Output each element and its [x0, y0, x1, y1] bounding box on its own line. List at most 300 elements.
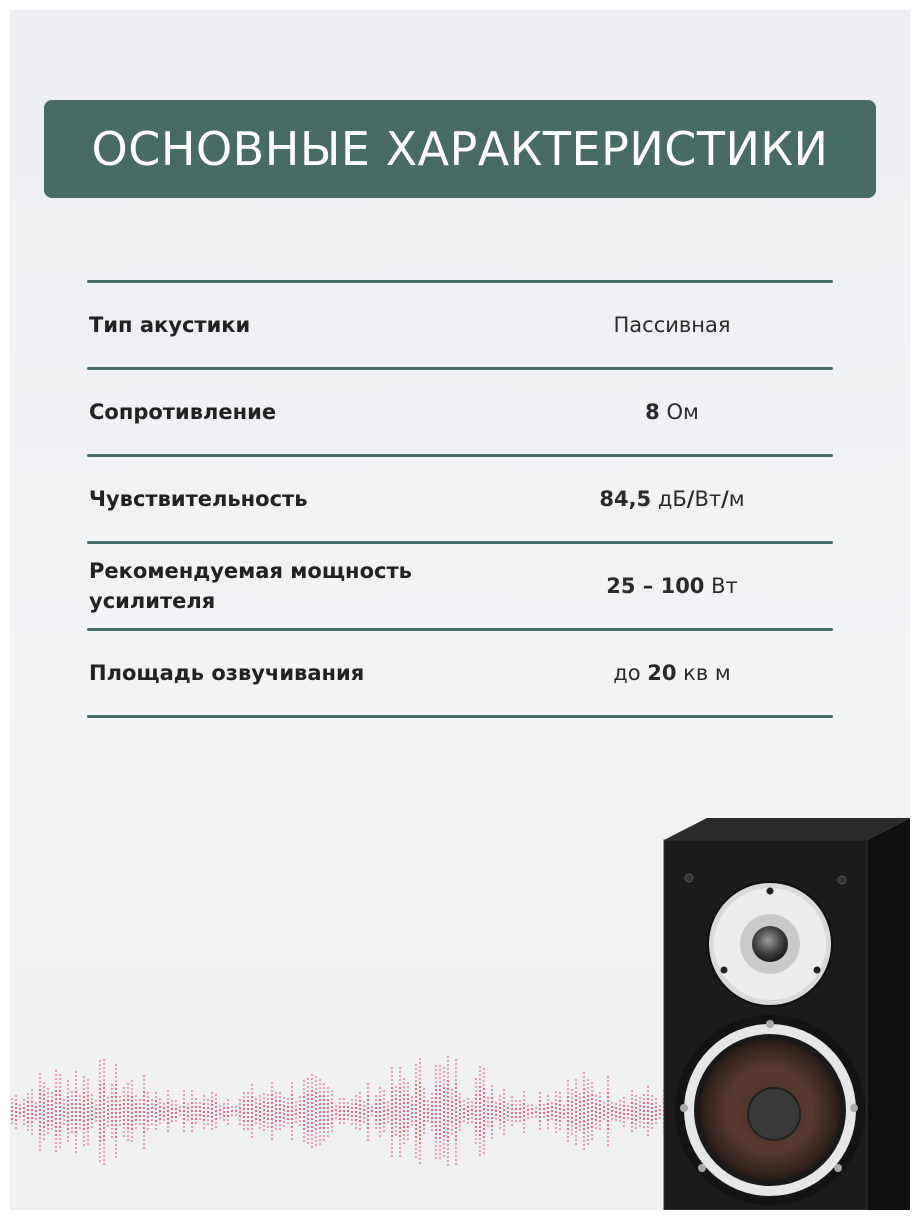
wave-dot: [543, 1116, 545, 1118]
wave-dot: [271, 1130, 273, 1132]
wave-dot: [67, 1080, 69, 1082]
wave-dot: [271, 1090, 273, 1092]
wave-dot: [399, 1111, 401, 1113]
wave-dot: [155, 1128, 157, 1130]
wave-dot: [175, 1108, 177, 1110]
wave-dot: [343, 1106, 345, 1108]
wave-dot: [583, 1100, 585, 1102]
wave-dot: [379, 1111, 381, 1113]
wave-dot: [395, 1090, 397, 1092]
wave-dot: [67, 1100, 69, 1102]
wave-dot: [315, 1092, 317, 1094]
wave-dot: [619, 1112, 621, 1114]
wave-dot: [87, 1143, 89, 1145]
wave-dot: [459, 1113, 461, 1115]
wave-dot: [599, 1092, 601, 1094]
wave-dot: [579, 1113, 581, 1115]
wave-dot: [443, 1119, 445, 1121]
wave-dot: [83, 1084, 85, 1086]
wave-dot: [475, 1114, 477, 1116]
wave-dot: [479, 1142, 481, 1144]
wave-dot: [87, 1083, 89, 1085]
wave-dot: [419, 1058, 421, 1060]
wave-dot: [203, 1111, 205, 1113]
wave-dot: [459, 1101, 461, 1103]
wave-dot: [55, 1070, 57, 1072]
wave-dot: [335, 1105, 337, 1107]
wave-dot: [291, 1134, 293, 1136]
wave-dot: [51, 1092, 53, 1094]
wave-dot: [103, 1151, 105, 1153]
wave-dot: [43, 1086, 45, 1088]
wave-dot: [419, 1158, 421, 1160]
wave-dot: [119, 1100, 121, 1102]
wave-dot: [359, 1108, 361, 1110]
wave-dot: [291, 1138, 293, 1140]
wave-dot: [259, 1103, 261, 1105]
wave-dot: [391, 1155, 393, 1157]
wave-dot: [127, 1139, 129, 1141]
wave-dot: [499, 1103, 501, 1105]
wave-dot: [443, 1071, 445, 1073]
wave-dot: [419, 1078, 421, 1080]
wave-dot: [283, 1105, 285, 1107]
wave-dot: [447, 1152, 449, 1154]
wave-dot: [267, 1110, 269, 1112]
wave-dot: [99, 1064, 101, 1066]
wave-dot: [599, 1096, 601, 1098]
wave-dot: [115, 1120, 117, 1122]
wave-dot: [127, 1111, 129, 1113]
wave-dot: [427, 1104, 429, 1106]
wave-dot: [511, 1108, 513, 1110]
wave-dot: [379, 1119, 381, 1121]
wave-dot: [403, 1106, 405, 1108]
wave-dot: [315, 1120, 317, 1122]
wave-dot: [343, 1110, 345, 1112]
wave-dot: [415, 1104, 417, 1106]
wave-dot: [483, 1084, 485, 1086]
wave-dot: [111, 1084, 113, 1086]
wave-dot: [631, 1114, 633, 1116]
wave-dot: [87, 1135, 89, 1137]
wave-dot: [247, 1112, 249, 1114]
wave-dot: [347, 1102, 349, 1104]
wave-dot: [303, 1136, 305, 1138]
wave-dot: [255, 1122, 257, 1124]
wave-dot: [479, 1138, 481, 1140]
wave-dot: [615, 1107, 617, 1109]
wave-dot: [23, 1115, 25, 1117]
wave-dot: [355, 1111, 357, 1113]
wave-dot: [635, 1111, 637, 1113]
wave-dot: [479, 1102, 481, 1104]
wave-dot: [251, 1128, 253, 1130]
wave-dot: [315, 1132, 317, 1134]
wave-dot: [159, 1110, 161, 1112]
wave-dot: [643, 1102, 645, 1104]
wave-dot: [419, 1134, 421, 1136]
wave-dot: [47, 1096, 49, 1098]
wave-dot: [443, 1067, 445, 1069]
wave-dot: [503, 1109, 505, 1111]
wave-dot: [323, 1095, 325, 1097]
wave-dot: [475, 1094, 477, 1096]
wave-dot: [215, 1110, 217, 1112]
wave-dot: [71, 1131, 73, 1133]
wave-dot: [143, 1135, 145, 1137]
wave-dot: [319, 1131, 321, 1133]
wave-dot: [415, 1116, 417, 1118]
wave-dot: [151, 1115, 153, 1117]
wave-dot: [143, 1099, 145, 1101]
wave-dot: [591, 1114, 593, 1116]
wave-dot: [423, 1120, 425, 1122]
wave-dot: [119, 1116, 121, 1118]
wave-dot: [483, 1108, 485, 1110]
wave-dot: [503, 1125, 505, 1127]
wave-dot: [567, 1088, 569, 1090]
wave-dot: [315, 1144, 317, 1146]
wave-dot: [463, 1120, 465, 1122]
wave-dot: [215, 1122, 217, 1124]
wave-dot: [515, 1112, 517, 1114]
wave-dot: [99, 1140, 101, 1142]
wave-dot: [455, 1091, 457, 1093]
wave-dot: [59, 1078, 61, 1080]
wave-dot: [523, 1123, 525, 1125]
wave-dot: [287, 1114, 289, 1116]
wave-dot: [195, 1118, 197, 1120]
value-part: до: [613, 661, 648, 685]
wave-dot: [607, 1092, 609, 1094]
wave-dot: [575, 1135, 577, 1137]
wave-dot: [115, 1072, 117, 1074]
wave-dot: [395, 1102, 397, 1104]
wave-dot: [143, 1103, 145, 1105]
wave-dot: [495, 1118, 497, 1120]
wave-dot: [39, 1121, 41, 1123]
wave-dot: [539, 1096, 541, 1098]
wave-dot: [351, 1111, 353, 1113]
wave-dot: [39, 1089, 41, 1091]
wave-dot: [395, 1122, 397, 1124]
wave-dot: [443, 1131, 445, 1133]
wave-dot: [459, 1097, 461, 1099]
wave-dot: [443, 1103, 445, 1105]
wave-dot: [423, 1112, 425, 1114]
wave-dot: [55, 1114, 57, 1116]
wave-dot: [143, 1119, 145, 1121]
wave-dot: [295, 1113, 297, 1115]
sound-wave-graphic: [10, 1040, 670, 1190]
wave-dot: [135, 1127, 137, 1129]
wave-dot: [23, 1099, 25, 1101]
wave-dot: [99, 1136, 101, 1138]
wave-dot: [447, 1080, 449, 1082]
wave-dot: [443, 1107, 445, 1109]
wave-dot: [39, 1133, 41, 1135]
wave-dot: [215, 1098, 217, 1100]
wave-dot: [75, 1103, 77, 1105]
wave-dot: [439, 1137, 441, 1139]
wave-dot: [367, 1123, 369, 1125]
wave-dot: [483, 1116, 485, 1118]
wave-dot: [583, 1092, 585, 1094]
wave-dot: [43, 1118, 45, 1120]
wave-dot: [147, 1104, 149, 1106]
wave-dot: [363, 1101, 365, 1103]
wave-dot: [479, 1122, 481, 1124]
wave-dot: [579, 1109, 581, 1111]
wave-dot: [491, 1125, 493, 1127]
wave-dot: [267, 1118, 269, 1120]
wave-dot: [439, 1093, 441, 1095]
wave-dot: [291, 1110, 293, 1112]
wave-dot: [467, 1114, 469, 1116]
wave-dot: [335, 1109, 337, 1111]
wave-dot: [311, 1090, 313, 1092]
wave-dot: [483, 1112, 485, 1114]
wave-dot: [403, 1130, 405, 1132]
wave-dot: [291, 1082, 293, 1084]
wave-dot: [315, 1140, 317, 1142]
wave-dot: [103, 1107, 105, 1109]
wave-dot: [399, 1151, 401, 1153]
wave-dot: [403, 1090, 405, 1092]
wave-dot: [159, 1122, 161, 1124]
wave-dot: [43, 1102, 45, 1104]
wave-dot: [379, 1107, 381, 1109]
wave-dot: [271, 1102, 273, 1104]
wave-dot: [243, 1092, 245, 1094]
wave-dot: [327, 1095, 329, 1097]
wave-dot: [391, 1071, 393, 1073]
wave-dot: [531, 1112, 533, 1114]
wave-dot: [435, 1117, 437, 1119]
wave-dot: [403, 1122, 405, 1124]
wave-dot: [99, 1100, 101, 1102]
wave-dot: [75, 1119, 77, 1121]
wave-dot: [11, 1122, 13, 1124]
wave-dot: [131, 1140, 133, 1142]
wave-dot: [443, 1087, 445, 1089]
wave-dot: [271, 1134, 273, 1136]
wave-dot: [15, 1107, 17, 1109]
wave-dot: [99, 1080, 101, 1082]
wave-dot: [455, 1087, 457, 1089]
wave-dot: [31, 1117, 33, 1119]
wave-dot: [503, 1133, 505, 1135]
wave-dot: [563, 1109, 565, 1111]
wave-dot: [67, 1112, 69, 1114]
wave-dot: [15, 1095, 17, 1097]
wave-dot: [87, 1107, 89, 1109]
wave-dot: [103, 1075, 105, 1077]
wave-dot: [191, 1090, 193, 1092]
wave-dot: [351, 1103, 353, 1105]
wave-dot: [39, 1129, 41, 1131]
wave-dot: [71, 1127, 73, 1129]
wave-dot: [67, 1124, 69, 1126]
wave-dot: [199, 1118, 201, 1120]
wave-dot: [359, 1128, 361, 1130]
wave-dot: [411, 1120, 413, 1122]
wave-dot: [67, 1120, 69, 1122]
wave-dot: [483, 1128, 485, 1130]
wave-dot: [475, 1142, 477, 1144]
wave-dot: [487, 1105, 489, 1107]
wave-dot: [47, 1116, 49, 1118]
wave-dot: [275, 1116, 277, 1118]
wave-dot: [439, 1101, 441, 1103]
wave-dot: [539, 1100, 541, 1102]
wave-dot: [451, 1129, 453, 1131]
wave-dot: [99, 1128, 101, 1130]
wave-dot: [231, 1114, 233, 1116]
wave-dot: [455, 1083, 457, 1085]
wave-dot: [251, 1092, 253, 1094]
wave-dot: [479, 1130, 481, 1132]
wave-dot: [395, 1106, 397, 1108]
wave-dot: [415, 1092, 417, 1094]
wave-dot: [431, 1121, 433, 1123]
wave-dot: [303, 1120, 305, 1122]
wave-dot: [447, 1144, 449, 1146]
wave-dot: [455, 1127, 457, 1129]
wave-dot: [399, 1087, 401, 1089]
wave-dot: [91, 1106, 93, 1108]
wave-dot: [107, 1125, 109, 1127]
wave-dot: [307, 1078, 309, 1080]
wave-dot: [279, 1112, 281, 1114]
wave-dot: [443, 1151, 445, 1153]
wave-dot: [55, 1118, 57, 1120]
wave-dot: [343, 1098, 345, 1100]
wave-dot: [367, 1131, 369, 1133]
wave-dot: [195, 1102, 197, 1104]
wave-dot: [319, 1127, 321, 1129]
wave-dot: [339, 1098, 341, 1100]
wave-dot: [87, 1131, 89, 1133]
wave-dot: [27, 1113, 29, 1115]
wave-dot: [439, 1117, 441, 1119]
wave-dot: [43, 1098, 45, 1100]
wave-dot: [571, 1121, 573, 1123]
wave-dot: [559, 1092, 561, 1094]
wave-dot: [23, 1107, 25, 1109]
wave-dot: [647, 1106, 649, 1108]
wave-dot: [407, 1118, 409, 1120]
wave-dot: [107, 1113, 109, 1115]
wave-dot: [371, 1106, 373, 1108]
wave-dot: [539, 1108, 541, 1110]
wave-dot: [359, 1112, 361, 1114]
wave-dot: [587, 1095, 589, 1097]
wave-dot: [643, 1098, 645, 1100]
wave-dot: [39, 1073, 41, 1075]
wave-dot: [655, 1118, 657, 1120]
wave-dot: [299, 1100, 301, 1102]
wave-dot: [383, 1102, 385, 1104]
wave-dot: [523, 1095, 525, 1097]
wave-dot: [419, 1094, 421, 1096]
wave-dot: [59, 1138, 61, 1140]
wave-dot: [635, 1123, 637, 1125]
wave-dot: [411, 1112, 413, 1114]
wave-dot: [643, 1122, 645, 1124]
wave-dot: [615, 1111, 617, 1113]
wave-dot: [203, 1107, 205, 1109]
wave-dot: [427, 1116, 429, 1118]
wave-dot: [399, 1119, 401, 1121]
wave-dot: [607, 1096, 609, 1098]
wave-dot: [475, 1122, 477, 1124]
wave-dot: [607, 1136, 609, 1138]
wave-dot: [59, 1142, 61, 1144]
spec-value: [507, 370, 837, 454]
wave-dot: [307, 1118, 309, 1120]
wave-dot: [131, 1132, 133, 1134]
wave-dot: [31, 1129, 33, 1131]
wave-dot: [483, 1120, 485, 1122]
wave-dot: [651, 1099, 653, 1101]
wave-dot: [143, 1111, 145, 1113]
wave-dot: [427, 1100, 429, 1102]
wave-dot: [271, 1098, 273, 1100]
wave-dot: [71, 1103, 73, 1105]
wave-dot: [399, 1095, 401, 1097]
wave-dot: [147, 1128, 149, 1130]
wave-dot: [187, 1107, 189, 1109]
wave-dot: [431, 1093, 433, 1095]
wave-dot: [235, 1110, 237, 1112]
wave-dot: [587, 1111, 589, 1113]
title-banner: [44, 100, 876, 198]
wave-dot: [67, 1092, 69, 1094]
wave-dot: [467, 1098, 469, 1100]
wave-dot: [447, 1128, 449, 1130]
wave-dot: [59, 1122, 61, 1124]
spec-label: Сопротивление: [89, 400, 277, 424]
wave-dot: [487, 1117, 489, 1119]
wave-dot: [151, 1103, 153, 1105]
wave-dot: [183, 1130, 185, 1132]
wave-dot: [611, 1114, 613, 1116]
wave-dot: [131, 1092, 133, 1094]
wave-dot: [583, 1116, 585, 1118]
wave-dot: [611, 1106, 613, 1108]
wave-dot: [407, 1126, 409, 1128]
wave-dot: [511, 1096, 513, 1098]
wave-dot: [503, 1121, 505, 1123]
wave-dot: [115, 1064, 117, 1066]
wave-dot: [627, 1117, 629, 1119]
wave-dot: [315, 1088, 317, 1090]
wave-dot: [451, 1089, 453, 1091]
wave-dot: [475, 1126, 477, 1128]
wave-dot: [99, 1152, 101, 1154]
wave-dot: [439, 1153, 441, 1155]
wave-dot: [419, 1114, 421, 1116]
wave-dot: [271, 1122, 273, 1124]
wave-dot: [383, 1110, 385, 1112]
wave-dot: [43, 1138, 45, 1140]
wave-dot: [319, 1103, 321, 1105]
wave-dot: [115, 1068, 117, 1070]
wave-dot: [375, 1099, 377, 1101]
wave-dot: [299, 1112, 301, 1114]
